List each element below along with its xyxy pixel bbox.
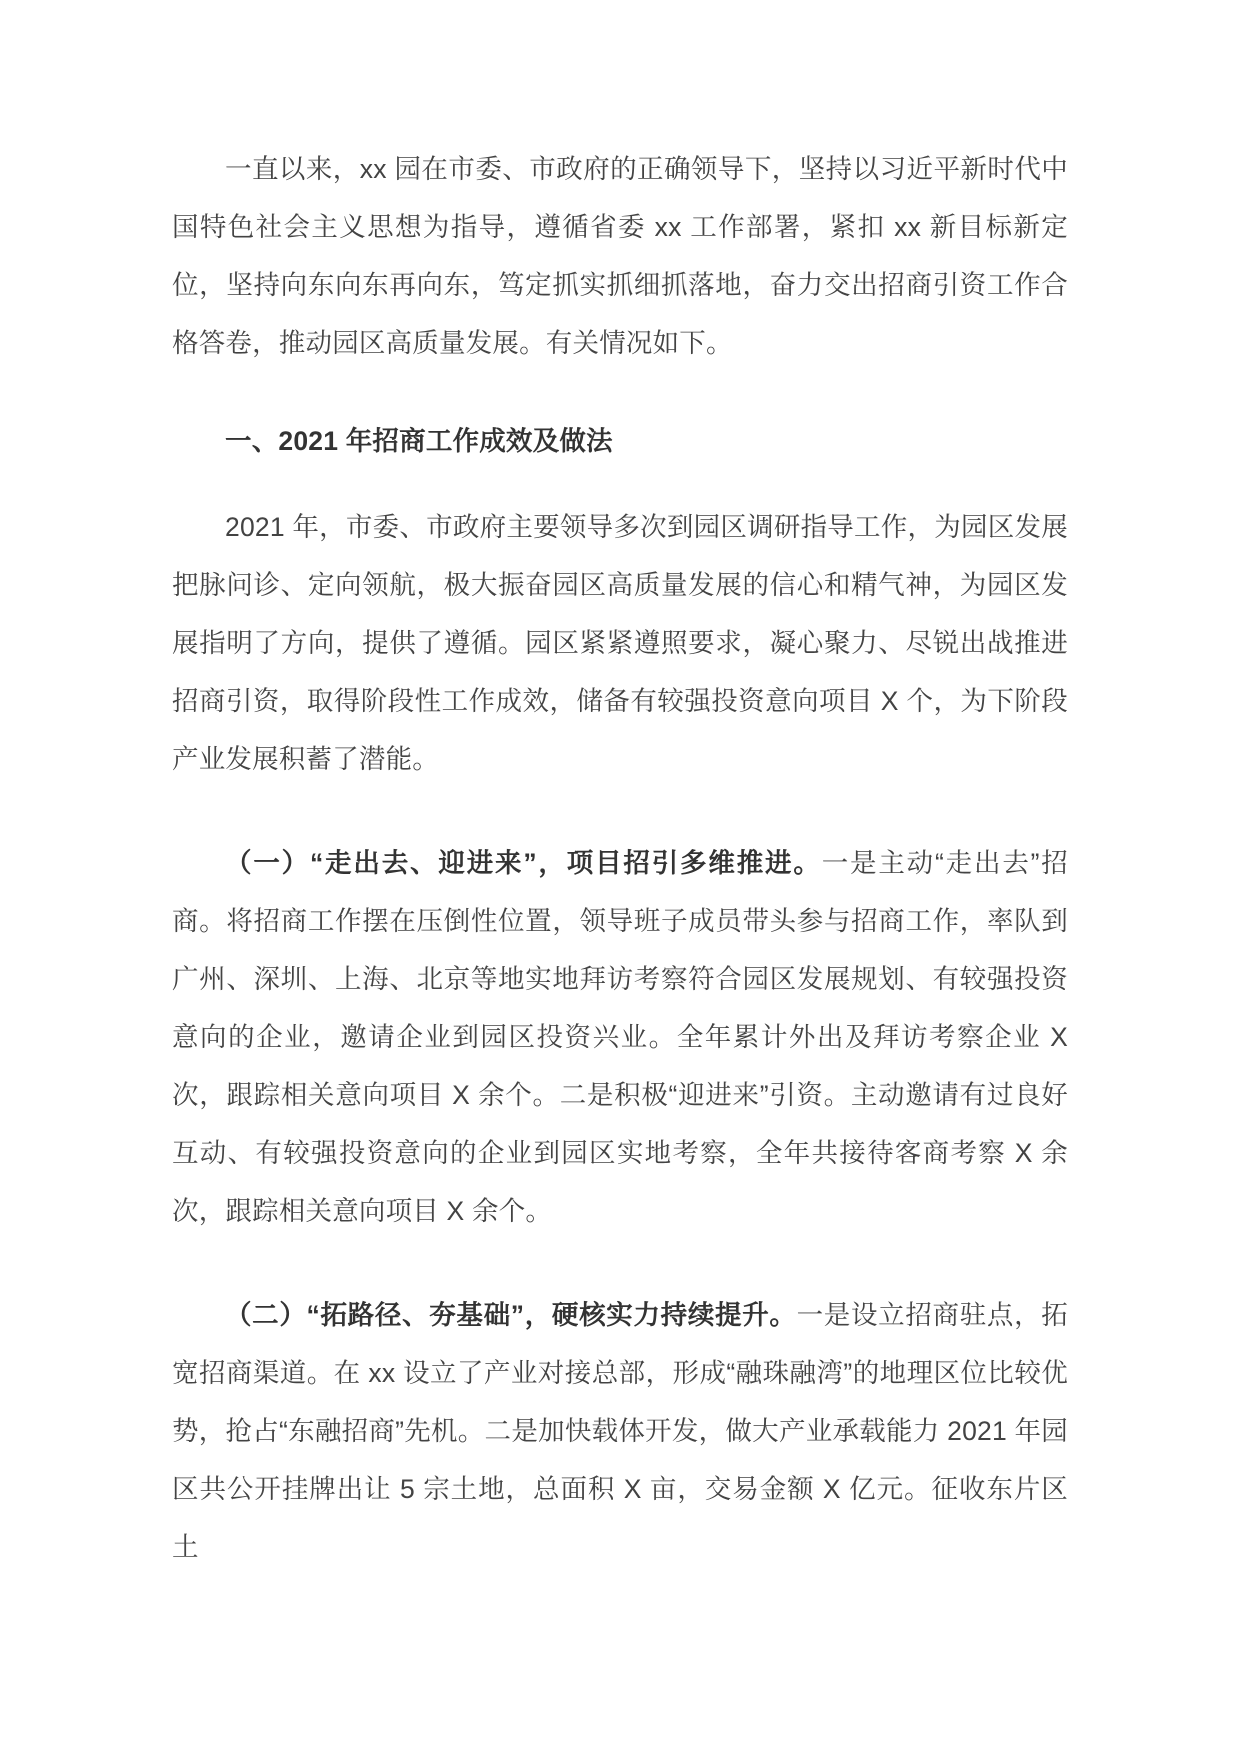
paragraph-section-1-body: 2021 年，市委、市政府主要领导多次到园区调研指导工作，为园区发展把脉问诊、定向领航，极大振奋园区高质量发展的信心和精气神，为园区发展指明了方向，提供了遵循。园区紧紧遵照要求，凝心聚力、尽锐出战推进招商引资，取得阶段性工作成效，储备有较强投资意向项目 X 个，为下阶段产业发展积蓄了潜能。: [172, 512, 1068, 774]
section-heading-1: 一、2021 年招商工作成效及做法: [225, 426, 613, 456]
paragraph-subsection-1: [172, 834, 1068, 1240]
subsection-2-text: 一是设立招商驻点，拓宽招商渠道。在 xx 设立了产业对接总部，形成“融珠融湾”的地理区位比较优势，抢占“东融招商”先机。二是加快载体开发，做大产业承载能力 2021 年园区共公开挂牌出让 5 宗土地，总面积 X 亩，交易金额 X 亿元。征收东片区土: [172, 1300, 1069, 1562]
subsection-1-lead: （一）“走出去、迎进来”，项目招引多维推进。: [225, 848, 822, 878]
document-body: [172, 140, 1068, 1576]
spacer: [172, 1240, 1068, 1286]
subsection-2-lead: （二）“拓路径、夯基础”，硬核实力持续提升。: [225, 1300, 797, 1330]
paragraph-intro: 一直以来，xx 园在市委、市政府的正确领导下，坚持以习近平新时代中国特色社会主义思想为指导，遵循省委 xx 工作部署，紧扣 xx 新目标新定位，坚持向东向东再向东，笃定抓实抓细抓落地，奋力交出招商引资工作合格答卷，推动园区高质量发展。有关情况如下。: [172, 154, 1068, 358]
spacer: [172, 372, 1068, 412]
spacer: [172, 470, 1068, 498]
paragraph-subsection-2: [172, 1286, 1068, 1576]
spacer: [172, 788, 1068, 834]
subsection-1-text: 一是主动“走出去”招商。将招商工作摆在压倒性位置，领导班子成员带头参与招商工作，率队到广州、深圳、上海、北京等地实地拜访考察符合园区发展规划、有较强投资意向的企业，邀请企业到园区投资兴业。全年累计外出及拜访考察企业 X 次，跟踪相关意向项目 X 余个。二是积极“迎进来”引资。主动邀请有过良好互动、有较强投资意向的企业到园区实地考察，全年共接待客商考察 X 余次，跟踪相关意向项目 X 余个。: [172, 848, 1068, 1226]
